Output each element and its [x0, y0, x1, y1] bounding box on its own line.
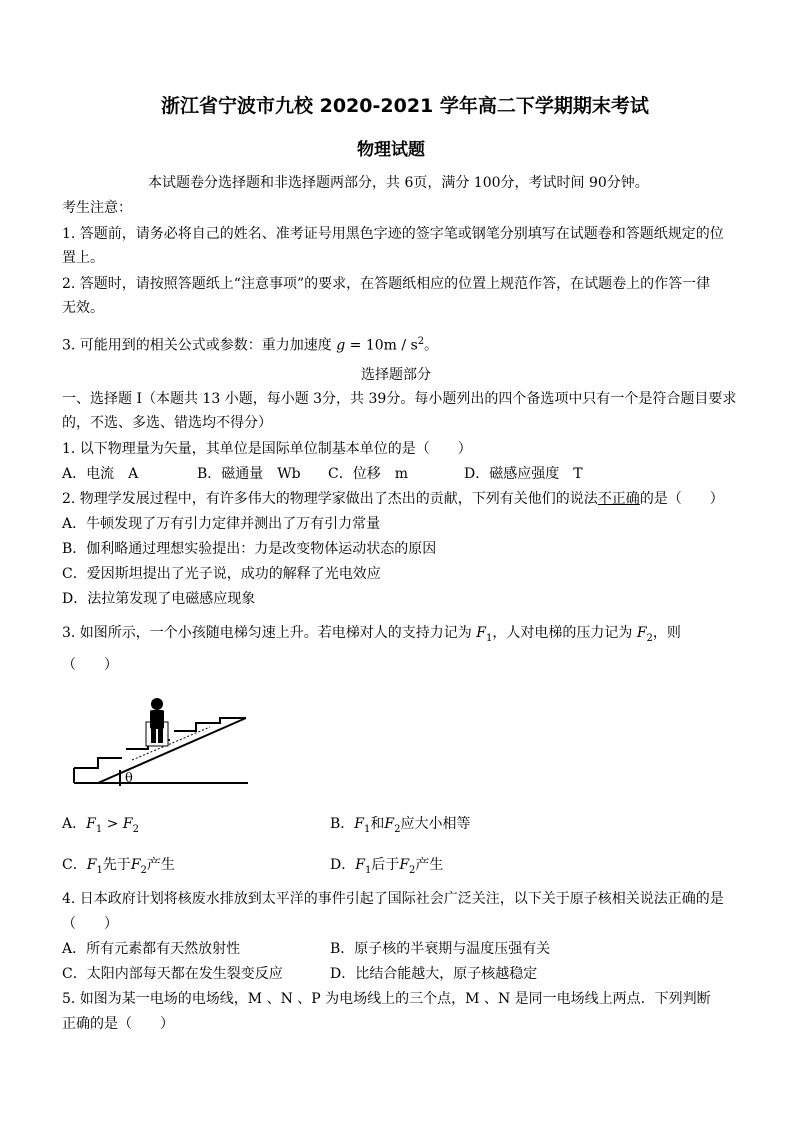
q3-stem-text-3: ，则: [652, 625, 681, 641]
q3-option-d-label: D．: [330, 857, 356, 873]
q3-stem: [62, 624, 681, 648]
f1-subscript: 1: [485, 632, 493, 644]
exam-intro: 本试题卷分选择题和非选择题两部分，共 6页，满分 100分，考试时间 90分钟。: [148, 175, 649, 191]
notice-item-2-cont: 无效。: [62, 300, 104, 316]
f2-subscript: 2: [394, 823, 401, 835]
notice-heading: 考生注意：: [62, 200, 132, 216]
notice-item-1-cont: 置上。: [62, 250, 104, 266]
q3-option-d: [330, 856, 443, 880]
q3-option-b-end: 应大小相等: [400, 816, 471, 832]
q2-stem: [62, 490, 724, 508]
q3-option-c: [62, 856, 175, 880]
q3-option-a-label: A．: [62, 816, 87, 832]
f1-symbol: F: [355, 857, 365, 873]
q1-option-a: A．电流 A: [62, 466, 139, 482]
f2-subscript: 2: [132, 823, 139, 835]
f2-subscript: 2: [140, 864, 147, 876]
f1-subscript: 1: [95, 823, 103, 835]
q2-option-a: A．牛顿发现了万有引力定律并测出了万有引力常量: [62, 516, 381, 532]
q3-option-c-end: 产生: [146, 857, 175, 873]
f2-subscript: 2: [646, 632, 653, 644]
q3-option-a: [62, 815, 139, 839]
q3-option-b: [330, 815, 470, 839]
q2-stem-text: 2. 物理学发展过程中，有许多伟大的物理学家做出了杰出的贡献，下列有关他们的说法: [62, 491, 598, 507]
f2-symbol: F: [399, 857, 410, 873]
q3-option-c-label: C．: [62, 857, 87, 873]
f1-subscript: 1: [96, 864, 103, 876]
q2-stem-emphasis: 不正确: [597, 491, 640, 507]
q3-stem-bracket: （ ）: [62, 657, 118, 673]
f1-symbol: F: [86, 857, 97, 873]
notice-item-3-end: 。: [424, 337, 439, 354]
section-heading: 选择题部分: [361, 367, 431, 383]
part1-instructions: 一、选择题 I（本题共 13 小题，每小题 3分，共 39分。每小题列出的四个备选项中只有一个是符合题目要求: [62, 391, 737, 407]
gravity-symbol: g: [336, 337, 346, 354]
q4-option-c: C．太阳内部每天都在发生裂变反应: [62, 966, 283, 982]
q3-option-b-text: 和: [370, 816, 385, 832]
f1-symbol: F: [354, 816, 365, 832]
f1-subscript: 1: [364, 864, 372, 876]
greater-than: >: [102, 816, 123, 832]
f1-symbol: F: [86, 816, 96, 832]
theta-label: θ: [125, 771, 133, 786]
document-title: 浙江省宁波市九校 2020-2021 学年高二下学期期末考试: [161, 95, 649, 117]
q2-option-b: B．伽利略通过理想实验提出：力是改变物体运动状态的原因: [62, 541, 437, 557]
q4-stem: 4. 日本政府计划将核废水排放到太平洋的事件引起了国际社会广泛关注，以下关于原子核相关说法正确的是: [62, 891, 724, 907]
notice-item-2: 2. 答题时，请按照答题纸上“注意事项”的要求，在答题纸相应的位置上规范作答，在试题卷上的作答一律: [62, 276, 711, 292]
q3-option-c-text: 先于: [102, 857, 131, 873]
q5-stem-cont: 正确的是（ ）: [62, 1016, 174, 1032]
q5-stem: 5. 如图为某一电场的电场线，M 、N 、P 为电场线上的三个点，M 、N 是同一电场线上两点．下列判断: [62, 991, 711, 1007]
q2-option-c: C．爱因斯坦提出了光子说，成功的解释了光电效应: [62, 566, 381, 582]
part1-instructions-cont: 的，不选、多选、错选均不得分）: [62, 415, 272, 431]
q1-option-b: B．磁通量 Wb: [197, 466, 301, 482]
f2-symbol: F: [636, 625, 647, 641]
q1-stem: 1. 以下物理量为矢量，其单位是国际单位制基本单位的是（ ）: [62, 441, 472, 457]
notice-item-3: [62, 333, 438, 355]
f2-symbol: F: [130, 857, 141, 873]
document-subtitle: 物理试题: [357, 140, 425, 160]
q3-stem-text-2: ，人对电梯的压力记为: [492, 625, 637, 641]
f2-subscript: 2: [409, 864, 416, 876]
notice-item-3-text: 3. 可能用到的相关公式或参数：重力加速度: [62, 337, 337, 354]
f1-symbol: F: [476, 625, 486, 641]
q4-option-d: D．比结合能越大，原子核越稳定: [330, 966, 538, 982]
q1-option-c: C．位移 m: [328, 466, 408, 482]
q4-option-a: A．所有元素都有天然放射性: [62, 941, 241, 957]
notice-item-1: 1. 答题前，请务必将自己的姓名、准考证号用黑色字迹的签字笔或钢笔分别填写在试题卷和答题纸规定的位: [62, 226, 724, 242]
gravity-value: = 10m / s: [345, 337, 418, 354]
f1-subscript: 1: [364, 823, 371, 835]
f2-symbol: F: [122, 816, 133, 832]
q3-option-d-text: 后于: [371, 857, 400, 873]
q4-stem-bracket: （ ）: [62, 916, 118, 932]
q3-option-d-end: 产生: [415, 857, 444, 873]
escalator-figure: [70, 690, 250, 790]
gravity-exponent: 2: [417, 336, 425, 347]
q3-option-b-label: B．: [330, 816, 355, 832]
f2-symbol: F: [384, 816, 395, 832]
q3-stem-text: 3. 如图所示，一个小孩随电梯匀速上升。若电梯对人的支持力记为: [62, 625, 477, 641]
q2-stem-end: 的是（ ）: [639, 491, 724, 507]
q2-option-d: D．法拉第发现了电磁感应现象: [62, 591, 256, 607]
q4-option-b: B．原子核的半衰期与温度压强有关: [330, 941, 551, 957]
q1-option-d: D．磁感应强度 T: [464, 466, 583, 482]
